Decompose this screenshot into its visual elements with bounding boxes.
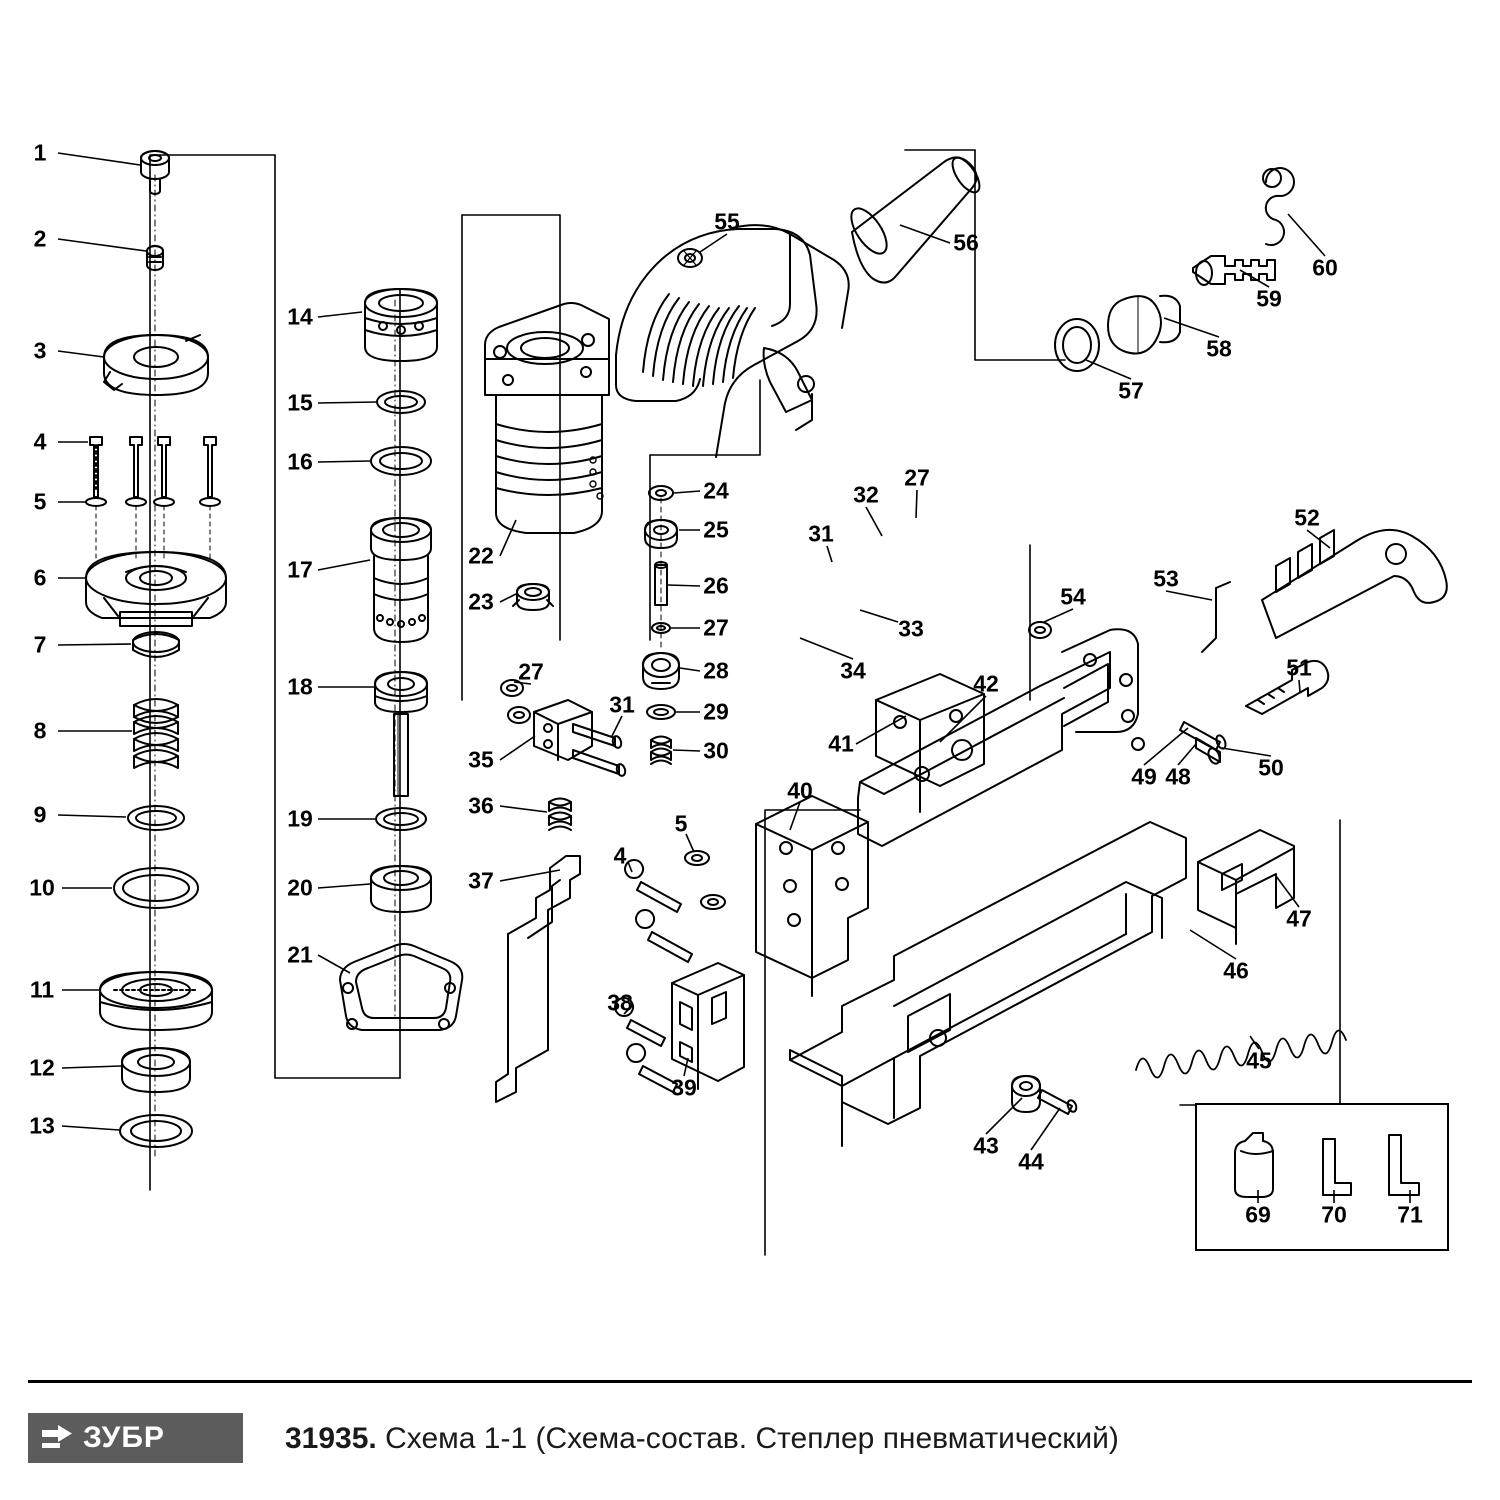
callout-22: 22 <box>468 542 494 569</box>
callout-33: 33 <box>898 615 924 642</box>
callout-53: 53 <box>1153 565 1179 592</box>
callout-18: 18 <box>287 673 313 700</box>
callout-46: 46 <box>1223 957 1249 984</box>
callout-30: 30 <box>703 737 729 764</box>
callout-57: 57 <box>1118 377 1144 404</box>
callout-55: 55 <box>714 208 740 235</box>
callout-27: 27 <box>703 614 729 641</box>
callout-44: 44 <box>1018 1148 1044 1175</box>
callout-58: 58 <box>1206 335 1232 362</box>
callout-10: 10 <box>29 874 55 901</box>
callout-1: 1 <box>33 139 47 166</box>
schema-title: Схема 1-1 (Схема-состав. Степлер пневматический) <box>385 1422 1119 1455</box>
callout-48: 48 <box>1165 763 1191 790</box>
callout-31: 31 <box>808 520 834 547</box>
callout-69: 69 <box>1245 1201 1271 1228</box>
tools-legend-box <box>1195 1103 1449 1251</box>
callout-37: 37 <box>468 867 494 894</box>
callout-27-trigger: 27 <box>904 464 930 491</box>
callout-12: 12 <box>29 1054 55 1081</box>
callout-47: 47 <box>1286 905 1312 932</box>
callout-2: 2 <box>33 225 47 252</box>
callout-4: 4 <box>33 428 47 455</box>
callout-25: 25 <box>703 516 729 543</box>
callout-6: 6 <box>33 564 47 591</box>
callout-8: 8 <box>33 717 47 744</box>
callout-49: 49 <box>1131 763 1157 790</box>
callout-28: 28 <box>703 657 729 684</box>
callout-56: 56 <box>953 229 979 256</box>
callout-4-mid: 4 <box>613 842 627 869</box>
footer-divider <box>28 1380 1472 1383</box>
callout-38: 38 <box>607 989 633 1016</box>
callout-13: 13 <box>29 1112 55 1139</box>
callout-54: 54 <box>1060 583 1086 610</box>
page-footer <box>0 1380 1500 1500</box>
callout-70: 70 <box>1321 1201 1347 1228</box>
callout-32: 32 <box>853 481 879 508</box>
callout-36: 36 <box>468 792 494 819</box>
callout-35: 35 <box>468 746 494 773</box>
callout-50: 50 <box>1258 754 1284 781</box>
callout-34: 34 <box>840 657 866 684</box>
callout-26: 26 <box>703 572 729 599</box>
callout-29: 29 <box>703 698 729 725</box>
callout-14: 14 <box>287 303 313 330</box>
callout-5: 5 <box>33 488 47 515</box>
callout-7: 7 <box>33 631 47 658</box>
footer-caption <box>285 1422 1119 1456</box>
callout-45: 45 <box>1246 1047 1272 1074</box>
schema-code: 31935. <box>285 1422 377 1455</box>
callout-5-mid: 5 <box>674 810 688 837</box>
brand-name: ЗУБР <box>83 1421 165 1454</box>
callout-40: 40 <box>787 777 813 804</box>
callout-9: 9 <box>33 801 47 828</box>
callout-59: 59 <box>1256 285 1282 312</box>
callout-20: 20 <box>287 874 313 901</box>
callout-52: 52 <box>1294 504 1320 531</box>
callout-31-left: 31 <box>609 691 635 718</box>
callout-71: 71 <box>1397 1201 1423 1228</box>
arrow-icon <box>40 1424 74 1452</box>
callout-41: 41 <box>828 730 854 757</box>
callout-21: 21 <box>287 941 313 968</box>
callout-11: 11 <box>29 976 55 1003</box>
callout-51: 51 <box>1286 654 1312 681</box>
brand-logo <box>28 1413 243 1463</box>
callout-16: 16 <box>287 448 313 475</box>
callout-23: 23 <box>468 588 494 615</box>
callout-27-left: 27 <box>518 658 544 685</box>
callout-43: 43 <box>973 1132 999 1159</box>
callout-42: 42 <box>973 670 999 697</box>
callout-15: 15 <box>287 389 313 416</box>
callout-39: 39 <box>671 1074 697 1101</box>
callout-60: 60 <box>1312 254 1338 281</box>
callout-17: 17 <box>287 556 313 583</box>
callout-24: 24 <box>703 477 729 504</box>
callout-19: 19 <box>287 805 313 832</box>
callout-3: 3 <box>33 337 47 364</box>
